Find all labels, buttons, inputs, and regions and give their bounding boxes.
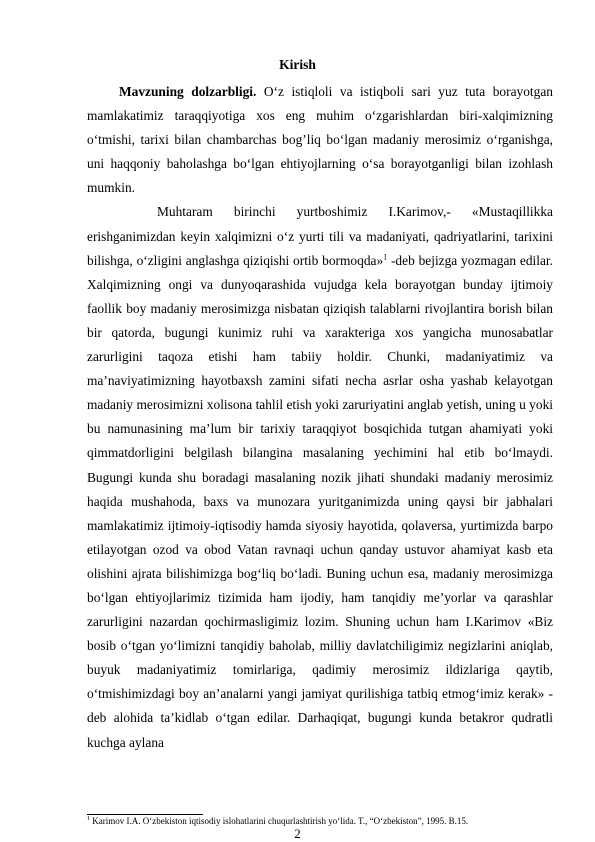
footnote-separator [87, 814, 203, 815]
relevance-heading: Mavzuning dolzarbligi. [119, 84, 257, 99]
footnote-marker: 1 [87, 816, 90, 822]
quote-text-start: Muhtaram birinchi yurtboshimiz I.Karimov,- «Mustaqillikka erishganimizdan keyin xalqimizni o‘z yurti tili va madaniyati, qadriyatlarini, tarixini bilishga, o‘zligini anglashga qiziqishi ortib bormoqda» [87, 204, 553, 268]
page-number: 2 [294, 826, 301, 841]
quote-text-rest: -deb bejizga yozmagan edilar. Xalqimizning ongi va dunyoqarashida vujudga kela borayotgan bunday ijtimoiy faollik boy madaniy merosimizga nisbatan qiziqish talablarni rivojlantira borish bilan bir qatorda, bugungi kunimiz ruhi va xarakteriga xos yangicha munosabatlar zarurligini taqoza etishi ham tabiiy holdir. Chunki, madaniyatimiz va ma’naviyatimizning hayotbaxsh zamini sifati necha asrlar osha yashab kelayotgan madaniy merosimizni xolisona tahlil etish yoki zaruriyatini anglab yetish, uning u yoki bu namunasining ma’lum bir tarixiy taraqqiyot bosqichida tutgan ahamiyati yoki qimmatdorligini belgilash bilangina masalaning yechimini hal etib bo‘lmaydi. Bugungi kunda shu boradagi masalaning nozik jihati shundaki madaniy merosimiz haqida mushahoda, baxs va munozara yuritganimizda uning qaysi bir jabhalari mamlakatimiz ijtimoiy-iqtisodiy hamda siyosiy hayotida, qolaversa, yurtimizda barpo etilayotgan ozod va obod Vatan ravnaqi uchun qanday ustuvor ahamiyat kasb eta olishini ajrata bilishimizga bog‘liq bo‘ladi. Buning uchun esa, madaniy merosimizga bo‘lgan ehtiyojlarimiz tizimida ham ijodiy, ham tanqidiy me’yorlar va qarashlar zarurligini nazardan qochirmasligimiz lozim. Shuning uchun ham I.Karimov «Biz bosib o‘tgan yo‘limizni tanqidiy baholab, milliy davlatchiligimiz negizlarini aniqlab, buyuk madaniyatimiz tomirlariga, qadimiy merosimiz ildizlariga qaytib, o‘tmishimizdagi boy an’analarni yangi jamiyat qurilishiga tatbiq etmog‘imiz kerak» - deb alohida ta’kidlab o‘tgan edilar. Darhaqiqat, bugungi kunda betakror qudratli kuchga aylana [87, 252, 553, 750]
footnote-reference[interactable]: 1 [383, 252, 388, 262]
section-title: Kirish [279, 57, 316, 72]
paragraph-relevance [87, 80, 553, 200]
relevance-text: O‘z istiqloli va istiqboli sari yuz tuta borayotgan mamlakatimiz taraqqiyotiga xos eng muhim o‘zgarishlardan biri-xalqimizning o‘tmishi, tarixi bilan chambarchas bog’liq bo‘lgan madaniy merosimiz o‘rganishga, uni haqqoniy baholashga bo‘lgan ehtiyojlarning o‘sa borayotganligi bilan izohlash mumkin. [87, 84, 553, 196]
body-text [87, 80, 553, 755]
footnote-text: Karimov I.A. O‘zbekiston iqtisodiy islohatlarini chuqurlashtirish yo‘lida. T., “O‘zbekiston”, 1995. B.15. [90, 816, 469, 826]
paragraph-quote [87, 200, 553, 754]
